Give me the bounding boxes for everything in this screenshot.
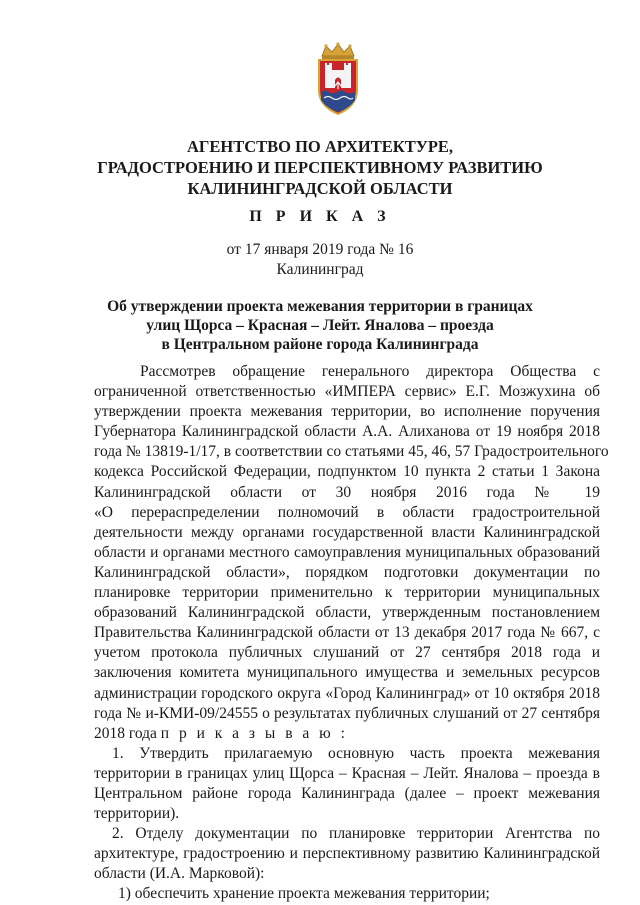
coat-of-arms-icon — [310, 42, 366, 116]
body-line: заключения комитета муниципального имущества и земельных ресурсов — [94, 664, 600, 682]
body-line: «О перераспределении полномочий в области градостроительной — [94, 503, 600, 521]
item1-line: 1. Утвердить прилагаемую основную часть проекта межевания — [112, 744, 600, 762]
body-line: деятельности между органами государственной власти Калининградской — [94, 523, 600, 541]
subject-line: в Центральном районе города Калининграда — [161, 336, 479, 353]
item1-line: территории). — [94, 805, 180, 823]
body-line: области и органами местного самоуправления муниципальных образований — [94, 543, 600, 561]
order-body — [94, 362, 609, 905]
body-line: Рассмотрев обращение генерального директора Общества с — [140, 363, 600, 380]
body-line: Правительства Калининградской области от 13 декабря 2017 года № 667, с — [94, 624, 600, 642]
body-line: учетом протокола публичных слушаний от 27 сентября 2018 года и — [94, 644, 600, 662]
body-line: Губернатора Калининградской области А.А. Алиханова от 19 ноября 2018 — [94, 423, 600, 441]
order-city: Калининград — [276, 261, 364, 278]
body-line: образований Калининградской области, утвержденным постановлением — [94, 604, 600, 622]
body-line: кодекса Российской Федерации, подпунктом 10 пункта 2 статьи 1 Закона — [94, 463, 600, 481]
agency-name-line: АГЕНТСТВО ПО АРХИТЕКТУРЕ, — [186, 137, 454, 156]
order-subject — [60, 297, 580, 354]
item1-line: территории в границах улиц Щорса – Красная – Лейт. Яналова – проезда в — [94, 764, 600, 782]
agency-name-line: ГРАДОСТРОЕНИЮ И ПЕРСПЕКТИВНОМУ РАЗВИТИЮ — [97, 158, 543, 177]
order-meta — [60, 240, 580, 280]
item2-line: области (И.А. Марковой): — [94, 865, 265, 883]
body-line: Калининградской области от 30 ноября 2016 года № 19 — [94, 483, 600, 501]
order-decree-word: п р и к а з ы в а ю : — [160, 724, 348, 742]
agency-name-line: КАЛИНИНГРАДСКОЙ ОБЛАСТИ — [187, 179, 453, 198]
item1-line: Центральном районе города Калининграда (далее – проект межевания — [94, 784, 600, 802]
closing-line — [94, 724, 600, 744]
body-line: ограниченной ответственностью «ИМПЕРА сервис» Е.Г. Мозжухина об — [94, 383, 600, 401]
body-line: года № 13819-1/17, в соответствии со статьями 45, 46, 57 Градостроительного — [94, 443, 609, 461]
item2-subitem: 1) обеспечить хранение проекта межевания территории; — [118, 885, 490, 903]
item2-line: архитектуре, градостроению и перспективному развитию Калининградской — [94, 845, 600, 863]
order-title: П Р И К А З — [249, 208, 391, 225]
body-line: Калининградской области», порядком подготовки документации по — [94, 563, 600, 581]
subject-line: улиц Щорса – Красная – Лейт. Яналова – проезда — [146, 317, 494, 334]
body-line: администрации городского округа «Город Калининград» от 10 октября 2018 — [94, 684, 600, 702]
item2-line: 2. Отделу документации по планировке территории Агентства по — [112, 825, 600, 843]
body-line: года № и-КМИ-09/24555 о результатах публичных слушаний от 27 сентября — [94, 704, 600, 722]
agency-name — [60, 136, 580, 199]
closing-prefix: 2018 года — [94, 724, 161, 742]
body-line: планировке территории применительно к территории муниципальных — [94, 584, 600, 602]
body-line: утверждении проекта межевания территории, во исполнение поручения — [94, 403, 600, 421]
order-date-number: от 17 января 2019 года № 16 — [226, 241, 414, 258]
subject-line: Об утверждении проекта межевания территории в границах — [107, 298, 533, 315]
